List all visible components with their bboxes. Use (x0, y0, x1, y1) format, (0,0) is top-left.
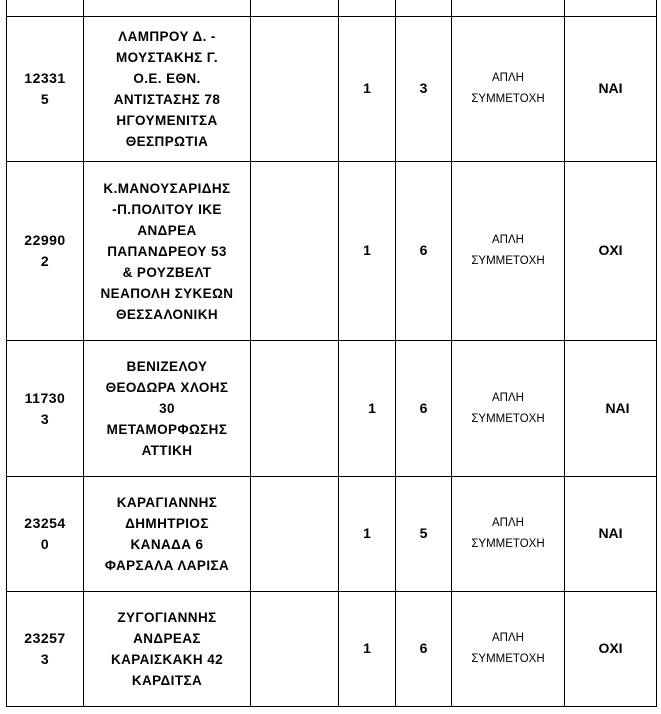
type-line: ΣΥΜΜΕΤΟΧΗ (471, 538, 545, 550)
count-value: 1 (363, 80, 371, 96)
count-cell (339, 341, 396, 477)
code-line: 3 (40, 410, 50, 427)
participation-type-cell (452, 162, 565, 341)
code-line: 0 (40, 536, 50, 552)
name-line: 30 (159, 401, 175, 416)
count-cell (339, 162, 396, 341)
type-line: ΣΥΜΜΕΤΟΧΗ (471, 93, 545, 105)
code-line: 22990 (24, 232, 66, 248)
participation-type-cell (452, 592, 565, 707)
spacer-cell (565, 0, 657, 17)
count-cell (339, 17, 396, 162)
quantity-value: 6 (419, 242, 428, 258)
name-line: ΚΑΡΑΙΣΚΑΚΗ 42 (110, 652, 224, 667)
type-line: ΣΥΜΜΕΤΟΧΗ (471, 255, 545, 267)
quantity-cell (396, 341, 452, 477)
name-line: ΛΑΜΠΡΟΥ Δ. - (118, 29, 216, 44)
name-line: Ο.Ε. ΕΘΝ. (133, 71, 201, 86)
answer-cell (565, 477, 657, 592)
type-line: ΑΠΛΗ (492, 72, 524, 84)
answer-value: ΟΧΙ (598, 640, 623, 656)
count-value: 1 (363, 525, 371, 541)
code-cell (7, 477, 84, 592)
table-row (7, 477, 657, 592)
name-line: ΜΕΤΑΜΟΡΦΩΣΗΣ (106, 422, 228, 437)
participation-type-cell (452, 477, 565, 592)
type-line: ΑΠΛΗ (492, 517, 524, 529)
name-line: & ΡΟΥΖΒΕΛΤ (122, 264, 212, 280)
type-line: ΣΥΜΜΕΤΟΧΗ (471, 653, 545, 665)
name-address-cell (84, 592, 251, 707)
type-line: ΑΠΛΗ (492, 391, 524, 404)
table-row (7, 592, 657, 707)
name-line: ΚΑΡΔΙΤΣΑ (131, 673, 203, 688)
code-cell (7, 341, 84, 477)
quantity-cell (396, 477, 452, 592)
count-cell (339, 592, 396, 707)
type-line: ΑΠΛΗ (492, 632, 524, 644)
answer-cell (565, 592, 657, 707)
answer-value: ΝΑΙ (605, 399, 630, 416)
quantity-cell (396, 17, 452, 162)
name-line: ΖΥΓΟΓΙΑΝΝΗΣ (117, 610, 217, 625)
answer-cell (565, 17, 657, 162)
answer-cell (565, 162, 657, 341)
name-line: ΚΑΝΑΔΑ 6 (130, 537, 204, 552)
name-line: ΘΕΣΠΡΩΤΙΑ (125, 134, 209, 149)
quantity-cell (396, 162, 452, 341)
name-line: -Π.ΠΟΛΙΤΟΥ ΙΚΕ (112, 201, 222, 217)
code-cell (7, 162, 84, 341)
name-line: ΗΓΟΥΜΕΝΙΤΣΑ (116, 113, 218, 128)
table-row (7, 17, 657, 162)
code-line: 11730 (24, 389, 66, 406)
name-line: ΑΝΤΙΣΤΑΣΗΣ 78 (113, 92, 221, 107)
answer-value: ΝΑΙ (598, 80, 623, 96)
code-cell (7, 592, 84, 707)
code-cell (7, 17, 84, 162)
name-line: ΦΑΡΣΑΛΑ ΛΑΡΙΣΑ (104, 558, 230, 573)
empty-cell (251, 162, 339, 341)
records-table (6, 0, 657, 707)
name-line: Κ.ΜΑΝΟΥΣΑΡΙΔΗΣ (103, 180, 231, 196)
spacer-cell (251, 0, 339, 17)
count-value: 1 (368, 399, 376, 416)
table-row (7, 341, 657, 477)
name-line: ΑΤΤΙΚΗ (141, 443, 193, 458)
count-value: 1 (363, 640, 371, 656)
empty-cell (251, 17, 339, 162)
code-line: 23254 (24, 515, 66, 531)
table-row-spacer (7, 0, 657, 17)
quantity-value: 6 (419, 640, 428, 656)
name-line: ΒΕΝΙΖΕΛΟΥ (126, 359, 208, 374)
quantity-value: 3 (419, 80, 428, 96)
name-address-cell (84, 341, 251, 477)
code-line: 23257 (24, 630, 66, 646)
name-line: ΠΑΠΑΝΔΡΕΟΥ 53 (107, 243, 227, 259)
name-line: ΘΕΟΔΩΡΑ ΧΛΟΗΣ (105, 380, 229, 395)
spacer-cell (396, 0, 452, 17)
quantity-cell (396, 592, 452, 707)
name-line: ΔΗΜΗΤΡΙΟΣ (125, 516, 209, 531)
name-address-cell (84, 17, 251, 162)
name-line: ΝΕΑΠΟΛΗ ΣΥΚΕΩΝ (100, 285, 234, 301)
code-line: 5 (40, 91, 50, 107)
empty-cell (251, 341, 339, 477)
quantity-value: 5 (419, 525, 428, 541)
empty-cell (251, 592, 339, 707)
answer-cell (565, 341, 657, 477)
name-line: ΑΝΔΡΕΑ (137, 222, 197, 238)
table-row (7, 162, 657, 341)
code-line: 2 (40, 253, 50, 269)
empty-cell (251, 477, 339, 592)
code-line: 12331 (24, 70, 66, 86)
answer-value: ΝΑΙ (598, 525, 623, 541)
spacer-cell (7, 0, 84, 17)
name-address-cell (84, 162, 251, 341)
answer-value: ΟΧΙ (598, 242, 623, 258)
name-address-cell (84, 477, 251, 592)
type-line: ΣΥΜΜΕΤΟΧΗ (471, 412, 545, 425)
count-value: 1 (363, 242, 371, 258)
name-line: ΜΟΥΣΤΑΚΗΣ Γ. (115, 50, 218, 65)
name-line: ΑΝΔΡΕΑΣ (133, 631, 201, 646)
type-line: ΑΠΛΗ (492, 234, 524, 246)
code-line: 3 (40, 651, 50, 667)
spacer-cell (339, 0, 396, 17)
name-line: ΚΑΡΑΓΙΑΝΝΗΣ (116, 495, 218, 510)
name-line: ΘΕΣΣΑΛΟΝΙΚΗ (116, 306, 218, 322)
count-cell (339, 477, 396, 592)
spacer-cell (84, 0, 251, 17)
quantity-value: 6 (419, 399, 428, 416)
spacer-cell (452, 0, 565, 17)
participation-type-cell (452, 17, 565, 162)
participation-type-cell (452, 341, 565, 477)
